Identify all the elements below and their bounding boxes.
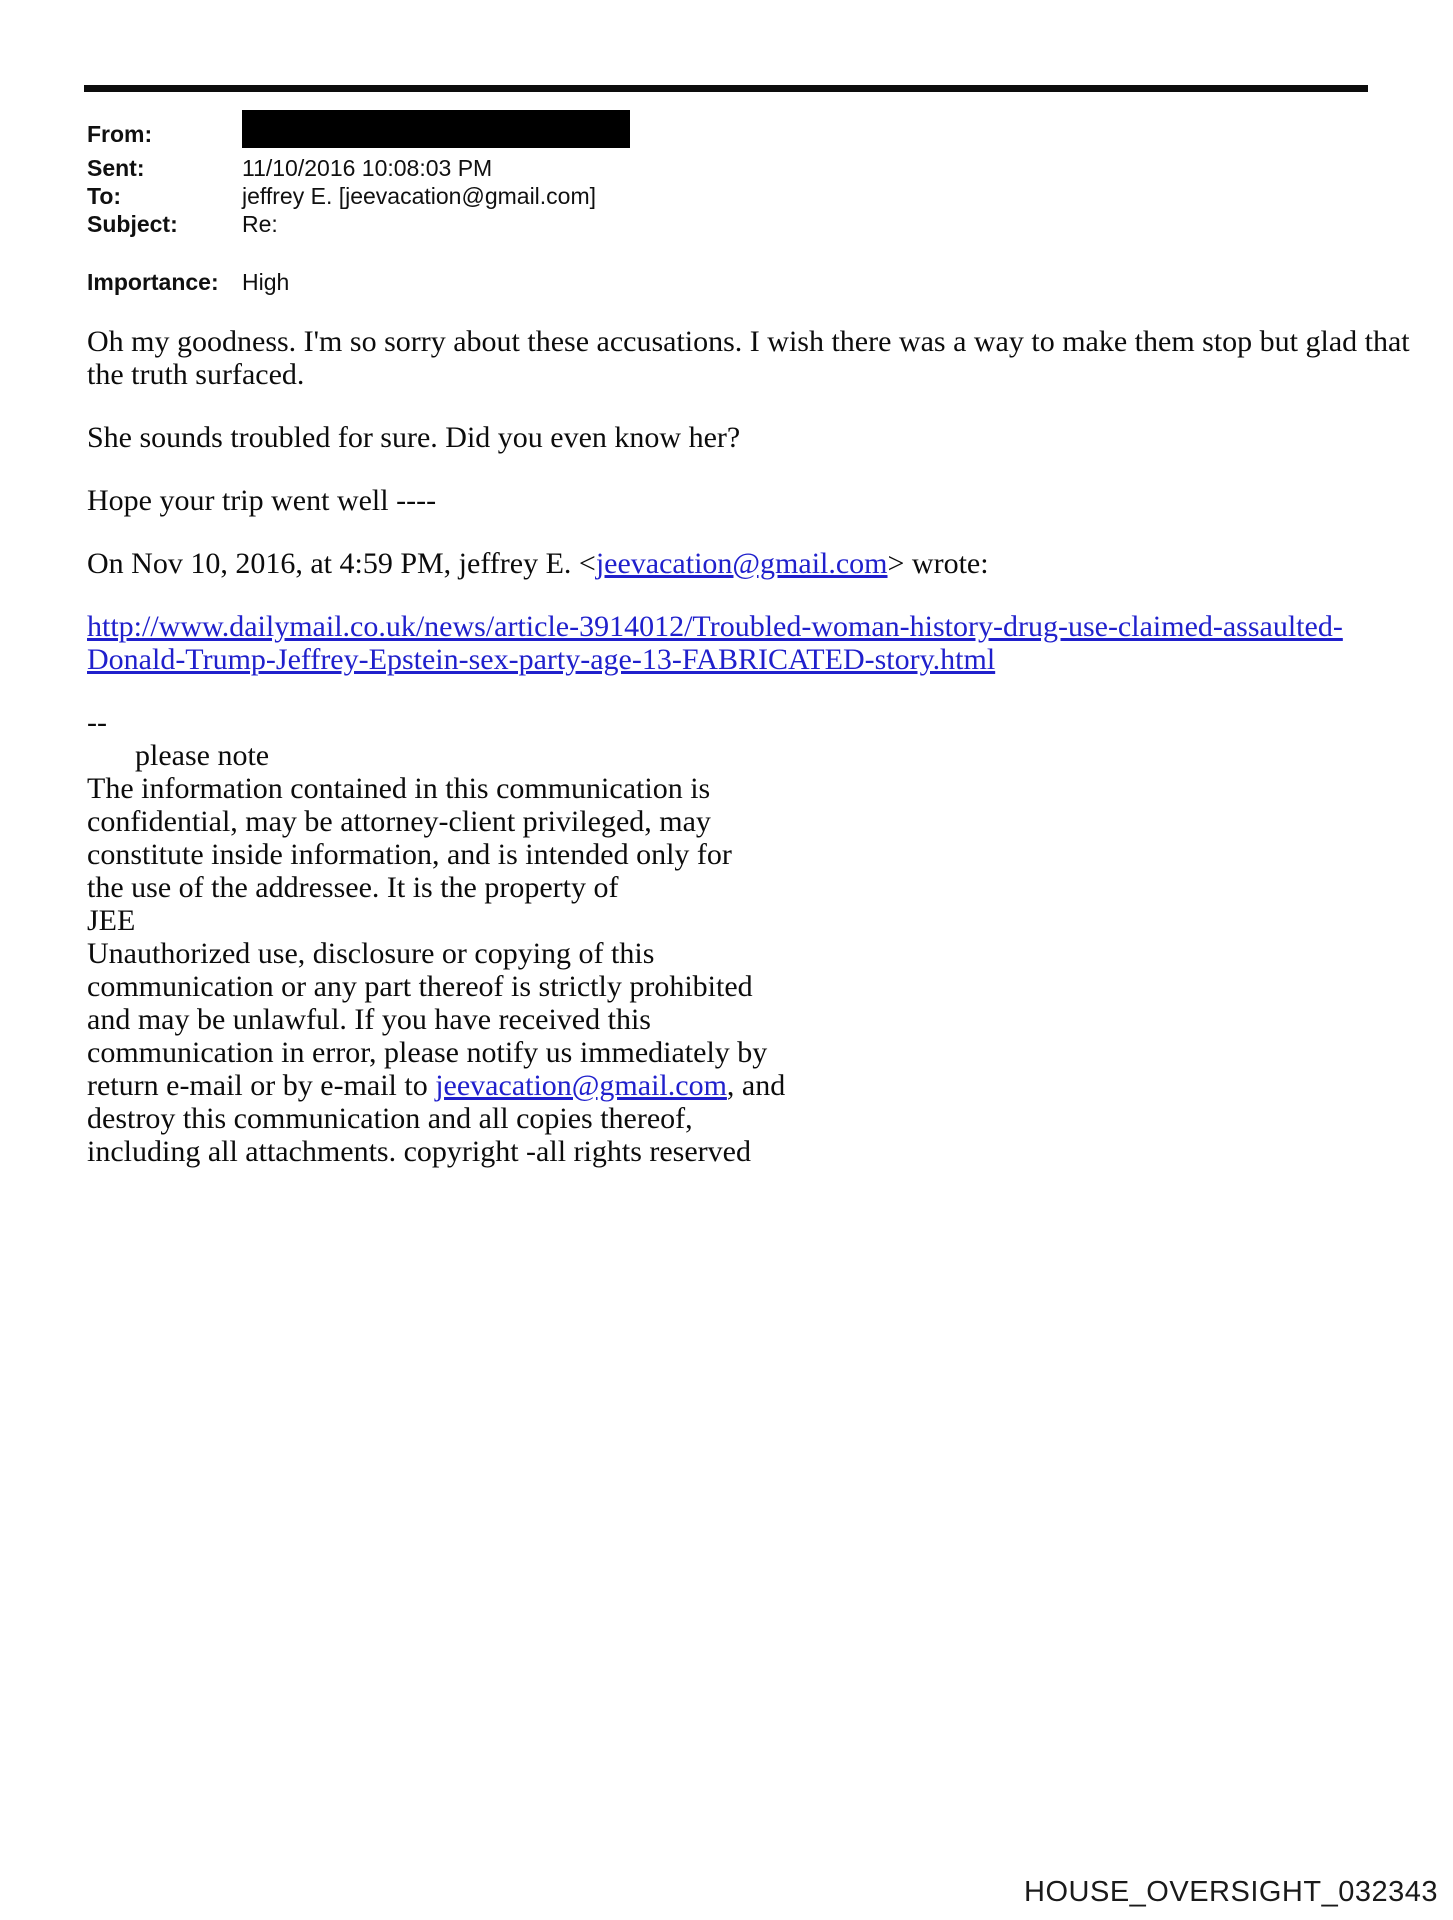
- quote-attribution-pre: On Nov 10, 2016, at 4:59 PM, jeffrey E. <: [87, 547, 596, 580]
- importance-row: [87, 268, 630, 296]
- disclaimer-line: communication or any part thereof is strictly prohibited: [87, 970, 753, 1003]
- article-url-link-line2[interactable]: Donald-Trump-Jeffrey-Epstein-sex-party-age-13-FABRICATED-story.html: [87, 643, 996, 676]
- disclaimer-line: JEE: [87, 904, 136, 937]
- signature-note: please note: [135, 739, 270, 772]
- from-label: From:: [87, 121, 153, 147]
- disclaimer-link-post: , and: [726, 1069, 786, 1102]
- importance-label: Importance:: [87, 269, 219, 295]
- signature-block: [87, 706, 1387, 1168]
- top-divider-rule: [84, 85, 1368, 92]
- paragraph-apology: [87, 325, 1410, 391]
- disclaimer-line: and may be unlawful. If you have received this: [87, 1003, 651, 1036]
- to-label: To:: [87, 183, 122, 209]
- subject-value: Re:: [242, 211, 278, 237]
- redaction-bar: [242, 110, 630, 148]
- sender-email-link[interactable]: jeevacation@gmail.com: [595, 547, 888, 580]
- article-url: [87, 610, 1387, 676]
- body-line: the truth surfaced.: [87, 358, 305, 391]
- notify-email-link[interactable]: jeevacation@gmail.com: [435, 1069, 727, 1102]
- disclaimer-line: The information contained in this communication is: [87, 772, 711, 805]
- disclaimer-line: destroy this communication and all copies thereof,: [87, 1102, 693, 1135]
- email-body: [87, 325, 1410, 1168]
- bates-number: HOUSE_OVERSIGHT_032343: [1024, 1876, 1438, 1908]
- disclaimer-line: confidential, may be attorney-client privileged, may: [87, 805, 711, 838]
- to-row: [87, 182, 630, 210]
- paragraph-trip: Hope your trip went well ----: [87, 484, 437, 517]
- disclaimer-line: the use of the addressee. It is the property of: [87, 871, 619, 904]
- body-line: Oh my goodness. I'm so sorry about these accusations. I wish there was a way to make them stop but glad that: [87, 325, 1410, 358]
- to-value: jeffrey E. [jeevacation@gmail.com]: [242, 183, 597, 209]
- from-row: [87, 110, 630, 148]
- disclaimer-line: communication in error, please notify us immediately by: [87, 1036, 768, 1069]
- article-url-link-line1[interactable]: http://www.dailymail.co.uk/news/article-3914012/Troubled-woman-history-drug-use-claimed-assaulted-: [87, 610, 1343, 643]
- sent-value: 11/10/2016 10:08:03 PM: [242, 155, 493, 181]
- subject-label: Subject:: [87, 211, 178, 237]
- paragraph-troubled: She sounds troubled for sure. Did you even know her?: [87, 421, 741, 454]
- disclaimer-link-pre: return e-mail or by e-mail to: [87, 1069, 436, 1102]
- disclaimer-link-line: [87, 1069, 1387, 1102]
- signature-dashes: --: [87, 706, 107, 739]
- sent-label: Sent:: [87, 155, 145, 181]
- disclaimer-line: constitute inside information, and is intended only for: [87, 838, 732, 871]
- subject-row: [87, 210, 630, 238]
- disclaimer-line: Unauthorized use, disclosure or copying of this: [87, 937, 655, 970]
- quote-attribution-post: > wrote:: [887, 547, 989, 580]
- quote-attribution: [87, 547, 1387, 580]
- importance-value: High: [242, 269, 290, 295]
- disclaimer-line: including all attachments. copyright -all rights reserved: [87, 1135, 751, 1168]
- email-header: [87, 110, 630, 296]
- sent-row: [87, 154, 630, 182]
